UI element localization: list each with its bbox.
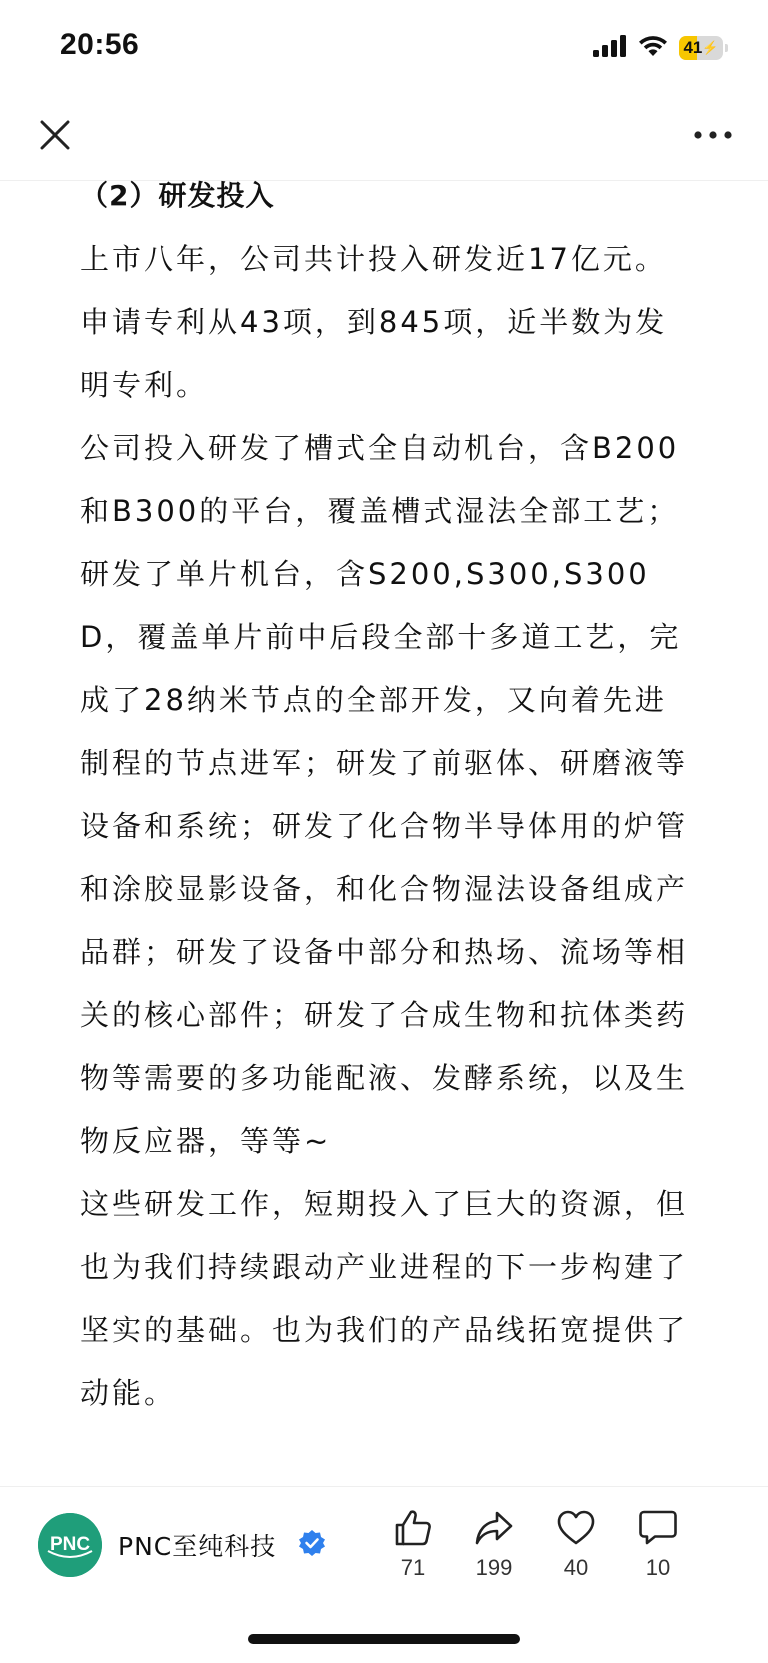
comment-count: 10 [645,1555,671,1580]
cellular-signal-icon [593,35,627,61]
close-icon [39,119,71,151]
more-options-button[interactable] [688,114,738,156]
status-time: 20:56 [60,28,140,61]
battery-level: 41 ⚡ [683,38,719,57]
like-button[interactable] [381,1509,445,1581]
status-icons [593,34,728,62]
verified-badge-icon [298,1529,326,1557]
favorite-button[interactable] [544,1509,608,1581]
nav-bar [0,90,768,181]
svg-text:PNC: PNC [49,1534,91,1555]
like-count: 71 [400,1555,426,1580]
article-paragraph-1: 上市八年，公司共计投入研发近17亿元。申请专利从43项，到845项，近半数为发明专利。 [80,242,668,402]
battery-cap [725,44,728,52]
comment-button[interactable] [626,1509,690,1581]
share-button[interactable] [462,1509,526,1581]
comment-icon [638,1509,678,1547]
favorite-count: 40 [563,1555,589,1580]
close-button[interactable] [34,114,76,156]
status-bar [0,0,768,90]
article-body [80,170,692,1482]
article-paragraph-3: 这些研发工作，短期投入了巨大的资源，但也为我们持续跟动产业进程的下一步构建了坚实的基础。也为我们的产品线拓宽提供了动能。 [80,1187,689,1410]
bottom-action-bar [0,1486,768,1597]
author-avatar[interactable] [38,1513,102,1577]
share-arrow-icon [474,1509,514,1547]
article-paragraph-2: 公司投入研发了槽式全自动机台，含B200和B300的平台，覆盖槽式湿法全部工艺；研发了单片机台，含S200,S300,S300D，覆盖单片前中后段全部十多道工艺，完成了28纳米节点的全部开发，又向着先进制程的节点进军；研发了前驱体、研磨液等设备和系统；研发了化合物半导体用的炉管和涂胶显影设备，和化合物湿法设备组成产品群；研发了设备中部分和热场、流场等相关的核心部件；研发了合成生物和抗体类药物等需要的多功能配液、发酵系统，以及生物反应器，等等~ [80,431,689,1158]
home-indicator[interactable] [248,1634,520,1644]
share-count: 199 [475,1555,513,1580]
battery-icon [679,36,728,60]
author-name[interactable]: PNC至纯科技 [118,1532,277,1561]
pnc-logo-icon [38,1513,102,1577]
wifi-icon [637,34,669,62]
section-heading: （2）研发投入 [80,179,275,212]
thumbs-up-icon [393,1509,433,1547]
heart-icon [556,1509,596,1547]
battery-body [679,36,723,60]
more-horizontal-icon [693,130,733,140]
